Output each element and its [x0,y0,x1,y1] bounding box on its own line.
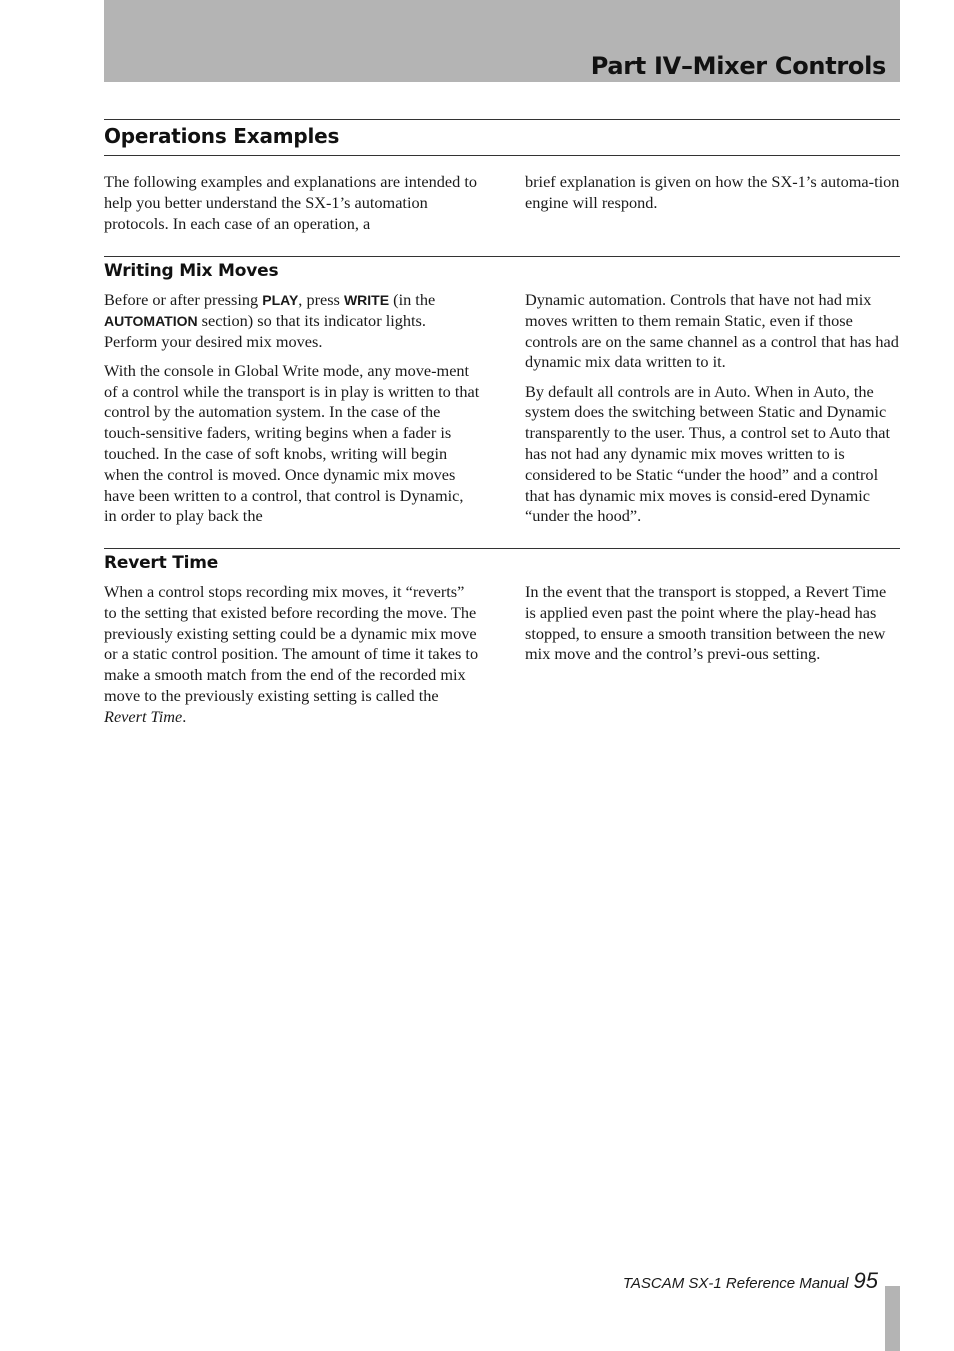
revert-right-column [525,582,901,674]
page-tab-marker [885,1286,900,1351]
operations-left-column [104,172,480,243]
part-title: Part IV–Mixer Controls [590,52,886,80]
paragraph: In the event that the transport is stopped, a Revert Time is applied even past the point where the play-head has stopped, to ensure a smooth transition between the new mix move and the control’s previ-ous setting. [525,582,887,664]
paragraph [104,582,480,728]
automation-section-label: AUTOMATION [104,312,198,329]
subsection-rule [104,256,900,257]
paragraph: By default all controls are in Auto. When in Auto, the system does the switching between Static and Dynamic transparently to the user. Thus, a control set to Auto that has not had any dynamic mix moves written to is considered to be Static “under the hood” and a control that has dynamic mix moves is consid-ered Dynamic “under the hood”. [525,381,891,526]
page-number: 95 [853,1268,878,1293]
text-run: Before or after pressing [104,290,263,309]
writing-right-column [525,290,901,536]
manual-title: TASCAM SX-1 Reference Manual [622,1275,849,1292]
text-run: section) so that its indicator lights. Perform your desired mix moves. [104,310,426,351]
paragraph: brief explanation is given on how the SX-1’s automa-tion engine will respond. [525,172,900,212]
writing-left-column [104,290,480,536]
section-rule-bottom [104,155,900,156]
subsection-rule [104,548,900,549]
text-run: When a control stops recording mix moves, it “reverts” to the setting that existed before recording the move. The previously existing setting could be a dynamic mix move or a static control position. The amount of time it takes to make a smooth match from the end of the recorded mix move to the previously existing setting is called the [104,582,479,705]
section-rule-top [104,119,900,120]
text-run: , press [298,290,344,309]
subsection-heading-writing-mix-moves: Writing Mix Moves [104,261,279,281]
paragraph: With the console in Global Write mode, any move-ment of a control while the transport is in play is written to that control by the automation system. In the case of the touch-sensitive faders, writing begins when a fader is touched. In the case of soft knobs, writing will begin when the control is moved. Once dynamic mix moves have been written to a control, that control is Dynamic, in order to play back the [104,360,480,526]
revert-time-term: Revert Time [104,706,183,726]
write-key-label: WRITE [343,292,390,308]
paragraph: The following examples and explanations are intended to help you better understand the SX-1’s automation protocols. In each case of an operation, a [104,172,477,233]
section-heading-operations: Operations Examples [104,124,340,148]
paragraph: Dynamic automation. Controls that have not had mix moves written to them remain Static, even if those controls are on the same channel as a control that has had dynamic mix data written to it. [525,290,899,372]
paragraph [104,290,480,352]
text-run: . [182,706,187,726]
revert-left-column [104,582,480,736]
text-run: (in the [389,290,436,309]
part-header-bar [104,0,900,82]
page-footer [623,1268,878,1294]
operations-right-column [525,172,901,222]
play-key-label: PLAY [262,292,299,308]
subsection-heading-revert-time: Revert Time [104,553,219,573]
